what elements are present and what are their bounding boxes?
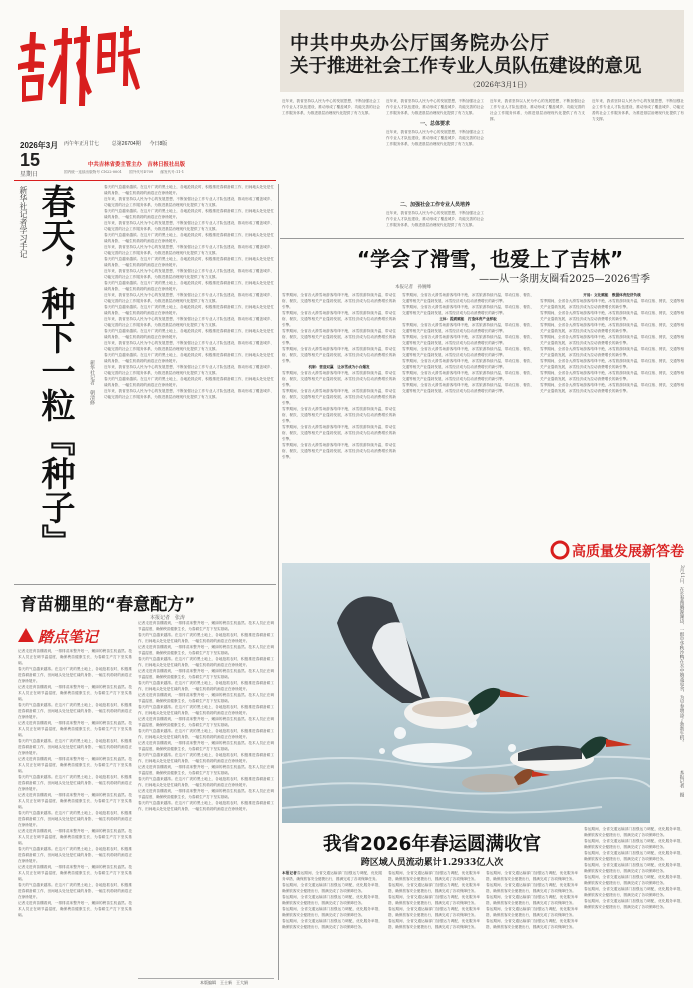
commentary-byline: 新华社记者 朝清修 [89, 360, 95, 405]
yuan-subheadline: 跨区域人员流动累计1.2933亿人次 [360, 858, 504, 868]
sponsor-line: 中共吉林省委主管主办 吉林日报社出版 [88, 162, 186, 168]
column-divider [278, 184, 279, 980]
yuan-col-3: 春运期间，全省交通运输部门加强运力调配，优化服务举措，确保旅客安全便捷出行，圆满完成了各项保障任务。 春运期间，全省交通运输部门加强运力调配，优化服务举措，确保旅客安全便捷出行，圆满完成了各项保障任务。 春运期间，全省交通运输部门加强运力调配，优化服务举措，确保旅客安全便捷出行，圆满完成了各项保障任务。 春运期间，全省交通运输部门加强运力调配，优化服务举措，确保旅客安全便捷出行，圆满完成了各项保障任务。 春运期间，全省交通运输部门加强运力调配，优化服务举措，确保旅客安全便捷出行，圆满完成了各项保障任务。 [486, 871, 578, 929]
lead-section1: 一、总体要求 [419, 121, 450, 127]
yuan-headline: 我省2026年春运圆满收官 [323, 834, 541, 855]
ski-sub2: 主体：提质赋能 打造体育产业样板 [439, 317, 497, 321]
commentary-bottom-rule [14, 584, 276, 585]
lead-headline-line1: 中共中央办公厅国务院办公厅 [290, 32, 551, 54]
masthead-rule [14, 180, 276, 181]
merganser-photo [282, 563, 650, 823]
commentary-series-label: 新华社记者学习手记 [19, 186, 28, 258]
lead-col-1: 近年来，我省坚持以人民为中心的发展思想，不断加强社会工作专业人才队伍建设，推动形成了覆盖城乡、功能完善的社会工作服务体系，为推进基层治理现代化提供了有力支撑。 [282, 99, 380, 115]
day-number: 15 [20, 150, 41, 170]
seedling-col-2: 记者走进育苗棚看到，一排排苗床整齐划一，嫩绿的秧苗生机盎然。技术人员正在调节温湿度，确保秧苗健康生长，为春耕生产打下坚实基础。 春天的气息越来越浓。在这片广袤的黑土地上，各地抢抓农时，积极推进春耕备耕工作，田间地头处处是忙碌的身影，一幅生机勃勃的画卷正在徐徐展开。 记者走进育苗棚看到，一排排苗床整齐划一，嫩绿的秧苗生机盎然。技术人员正在调节温湿度，确保秧苗健康生长，为春耕生产打下坚实基础。 春天的气息越来越浓。在这片广袤的黑土地上，各地抢抓农时，积极推进春耕备耕工作，田间地头处处是忙碌的身影，一幅生机勃勃的画卷正在徐徐展开。 记者走进育苗棚看到，一排排苗床整齐划一，嫩绿的秧苗生机盎然。技术人员正在调节温湿度，确保秧苗健康生长，为春耕生产打下坚实基础。 春天的气息越来越浓。在这片广袤的黑土地上，各地抢抓农时，积极推进春耕备耕工作，田间地头处处是忙碌的身影，一幅生机勃勃的画卷正在徐徐展开。 记者走进育苗棚看到，一排排苗床整齐划一，嫩绿的秧苗生机盎然。技术人员正在调节温湿度，确保秧苗健康生长，为春耕生产打下坚实基础。 春天的气息越来越浓。在这片广袤的黑土地上，各地抢抓农时，积极推进春耕备耕工作，田间地头处处是忙碌的身影，一幅生机勃勃的画卷正在徐徐展开。 记者走进育苗棚看到，一排排苗床整齐划一，嫩绿的秧苗生机盎然。技术人员正在调节温湿度，确保秧苗健康生长，为春耕生产打下坚实基础。 春天的气息越来越浓。在这片广袤的黑土地上，各地抢抓农时，积极推进春耕备耕工作，田间地头处处是忙碌的身影，一幅生机勃勃的画卷正在徐徐展开。 记者走进育苗棚看到，一排排苗床整齐划一，嫩绿的秧苗生机盎然。技术人员正在调节温湿度，确保秧苗健康生长，为春耕生产打下坚实基础。 春天的气息越来越浓。在这片广袤的黑土地上，各地抢抓农时，积极推进春耕备耕工作，田间地头处处是忙碌的身影，一幅生机勃勃的画卷正在徐徐展开。 记者走进育苗棚看到，一排排苗床整齐划一，嫩绿的秧苗生机盎然。技术人员正在调节温湿度，确保秧苗健康生长，为春耕生产打下坚实基础。 春天的气息越来越浓。在这片广袤的黑土地上，各地抢抓农时，积极推进春耕备耕工作，田间地头处处是忙碌的身影，一幅生机勃勃的画卷正在徐徐展开。 记者走进育苗棚看到，一排排苗床整齐划一，嫩绿的秧苗生机盎然。技术人员正在调节温湿度，确保秧苗健康生长，为春耕生产打下坚实基础。 春天的气息越来越浓。在这片广袤的黑土地上，各地抢抓农时，积极推进春耕备耕工作，田间地头处处是忙碌的身影，一幅生机勃勃的画卷正在徐徐展开。 [138, 621, 274, 811]
lead-col-3: 近年来，我省坚持以人民为中心的发展思想，不断加强社会工作专业人才队伍建设，推动形成了覆盖城乡、功能完善的社会工作服务体系，为推进基层治理现代化提供了有力支撑。 [490, 99, 585, 121]
notes-icon [16, 626, 36, 644]
commentary-body: 春天的气息越来越浓。在这片广袤的黑土地上，各地抢抓农时，积极推进春耕备耕工作，田间地头处处是忙碌的身影，一幅生机勃勃的画卷正在徐徐展开。 近年来，我省坚持以人民为中心的发展思想，不断加强社会工作专业人才队伍建设，推动形成了覆盖城乡、功能完善的社会工作服务体系，为推进基层治理现代化提供了有力支撑。 春天的气息越来越浓。在这片广袤的黑土地上，各地抢抓农时，积极推进春耕备耕工作，田间地头处处是忙碌的身影，一幅生机勃勃的画卷正在徐徐展开。 近年来，我省坚持以人民为中心的发展思想，不断加强社会工作专业人才队伍建设，推动形成了覆盖城乡、功能完善的社会工作服务体系，为推进基层治理现代化提供了有力支撑。 春天的气息越来越浓。在这片广袤的黑土地上，各地抢抓农时，积极推进春耕备耕工作，田间地头处处是忙碌的身影，一幅生机勃勃的画卷正在徐徐展开。 近年来，我省坚持以人民为中心的发展思想，不断加强社会工作专业人才队伍建设，推动形成了覆盖城乡、功能完善的社会工作服务体系，为推进基层治理现代化提供了有力支撑。 春天的气息越来越浓。在这片广袤的黑土地上，各地抢抓农时，积极推进春耕备耕工作，田间地头处处是忙碌的身影，一幅生机勃勃的画卷正在徐徐展开。 近年来，我省坚持以人民为中心的发展思想，不断加强社会工作专业人才队伍建设，推动形成了覆盖城乡、功能完善的社会工作服务体系，为推进基层治理现代化提供了有力支撑。 春天的气息越来越浓。在这片广袤的黑土地上，各地抢抓农时，积极推进春耕备耕工作，田间地头处处是忙碌的身影，一幅生机勃勃的画卷正在徐徐展开。 近年来，我省坚持以人民为中心的发展思想，不断加强社会工作专业人才队伍建设，推动形成了覆盖城乡、功能完善的社会工作服务体系，为推进基层治理现代化提供了有力支撑。 春天的气息越来越浓。在这片广袤的黑土地上，各地抢抓农时，积极推进春耕备耕工作，田间地头处处是忙碌的身影，一幅生机勃勃的画卷正在徐徐展开。 近年来，我省坚持以人民为中心的发展思想，不断加强社会工作专业人才队伍建设，推动形成了覆盖城乡、功能完善的社会工作服务体系，为推进基层治理现代化提供了有力支撑。 春天的气息越来越浓。在这片广袤的黑土地上，各地抢抓农时，积极推进春耕备耕工作，田间地头处处是忙碌的身影，一幅生机勃勃的画卷正在徐徐展开。 近年来，我省坚持以人民为中心的发展思想，不断加强社会工作专业人才队伍建设，推动形成了覆盖城乡、功能完善的社会工作服务体系，为推进基层治理现代化提供了有力支撑。 春天的气息越来越浓。在这片广袤的黑土地上，各地抢抓农时，积极推进春耕备耕工作，田间地头处处是忙碌的身影，一幅生机勃勃的画卷正在徐徐展开。 近年来，我省坚持以人民为中心的发展思想，不断加强社会工作专业人才队伍建设，推动形成了覆盖城乡、功能完善的社会工作服务体系，为推进基层治理现代化提供了有力支撑。 春天的气息越来越浓。在这片广袤的黑土地上，各地抢抓农时，积极推进春耕备耕工作，田间地头处处是忙碌的身影，一幅生机勃勃的画卷正在徐徐展开。 近年来，我省坚持以人民为中心的发展思想，不断加强社会工作专业人才队伍建设，推动形成了覆盖城乡、功能完善的社会工作服务体系，为推进基层治理现代化提供了有力支撑。 [104, 185, 274, 399]
quality-banner: 高质量发展新答卷 [550, 540, 684, 560]
lead-col-4: 近年来，我省坚持以人民为中心的发展思想，不断加强社会工作专业人才队伍建设，推动形成了覆盖城乡、功能完善的社会工作服务体系，为推进基层治理现代化提供了有力支撑。 [592, 99, 684, 121]
yuan-col-4: 春运期间，全省交通运输部门加强运力调配，优化服务举措，确保旅客安全便捷出行，圆满完成了各项保障任务。 春运期间，全省交通运输部门加强运力调配，优化服务举措，确保旅客安全便捷出行，圆满完成了各项保障任务。 春运期间，全省交通运输部门加强运力调配，优化服务举措，确保旅客安全便捷出行，圆满完成了各项保障任务。 春运期间，全省交通运输部门加强运力调配，优化服务举措，确保旅客安全便捷出行，圆满完成了各项保障任务。 春运期间，全省交通运输部门加强运力调配，优化服务举措，确保旅客安全便捷出行，圆满完成了各项保障任务。 春运期间，全省交通运输部门加强运力调配，优化服务举措，确保旅客安全便捷出行，圆满完成了各项保障任务。 春运期间，全省交通运输部门加强运力调配，优化服务举措，确保旅客安全便捷出行，圆满完成了各项保障任务。 [584, 827, 684, 909]
banner-swirl-icon [550, 540, 570, 560]
lead-col-2: 近年来，我省坚持以人民为中心的发展思想，不断加强社会工作专业人才队伍建设，推动形成了覆盖城乡、功能完善的社会工作服务体系，为推进基层治理现代化提供了有力支撑。 一、总体要求 近年来，我省坚持以人民为中心的发展思想，不断加强社会工作专业人才队伍建设，推动形成了覆盖城乡、功能完善的社会工作服务体系，为推进基层治理现代化提供了有力支撑。 二、加强社会工作专业人员培养 近年来，我省坚持以人民为中心的发展思想，不断加强社会工作专业人才队伍建设，推动形成了覆盖城乡、功能完善的社会工作服务体系，为推进基层治理现代化提供了有力支撑。 [386, 99, 484, 227]
notes-label: 踏点笔记 [16, 626, 116, 646]
issue-info [64, 140, 264, 147]
page-count: 今日8版 [149, 141, 168, 147]
lead-dateline: （2026年3月1日） [469, 81, 531, 89]
ski-col-1: 雪季期间，全省各大滑雪场游客络绎不绝，冰雪旅游持续升温，带动住宿、餐饮、交通等相关产业蓬勃发展，冰雪经济成为拉动消费增长的新引擎。 雪季期间，全省各大滑雪场游客络绎不绝，冰雪旅游持续升温，带动住宿、餐饮、交通等相关产业蓬勃发展，冰雪经济成为拉动消费增长的新引擎。 雪季期间，全省各大滑雪场游客络绎不绝，冰雪旅游持续升温，带动住宿、餐饮、交通等相关产业蓬勃发展，冰雪经济成为拉动消费增长的新引擎。 雪季期间，全省各大滑雪场游客络绎不绝，冰雪旅游持续升温，带动住宿、餐饮、交通等相关产业蓬勃发展，冰雪经济成为拉动消费增长的新引擎。 机制：营造双赢 让冰雪成为小白爆发 雪季期间，全省各大滑雪场游客络绎不绝，冰雪旅游持续升温，带动住宿、餐饮、交通等相关产业蓬勃发展，冰雪经济成为拉动消费增长的新引擎。 雪季期间，全省各大滑雪场游客络绎不绝，冰雪旅游持续升温，带动住宿、餐饮、交通等相关产业蓬勃发展，冰雪经济成为拉动消费增长的新引擎。 雪季期间，全省各大滑雪场游客络绎不绝，冰雪旅游持续升温，带动住宿、餐饮、交通等相关产业蓬勃发展，冰雪经济成为拉动消费增长的新引擎。 雪季期间，全省各大滑雪场游客络绎不绝，冰雪旅游持续升温，带动住宿、餐饮、交通等相关产业蓬勃发展，冰雪经济成为拉动消费增长的新引擎。 雪季期间，全省各大滑雪场游客络绎不绝，冰雪旅游持续升温，带动住宿、餐饮、交通等相关产业蓬勃发展，冰雪经济成为拉动消费增长的新引擎。 [282, 293, 396, 459]
seedling-byline: 本报记者 张涛 [150, 615, 186, 621]
issue-date-block [20, 140, 65, 178]
ski-byline: 本报记者 孙婉峰 [395, 285, 431, 290]
date-line: 2026年3月 [20, 141, 59, 150]
ski-sub1: 开局：文化赋能 数据体育经济负核 [583, 293, 641, 297]
yuan-col-2: 春运期间，全省交通运输部门加强运力调配，优化服务举措，确保旅客安全便捷出行，圆满完成了各项保障任务。 春运期间，全省交通运输部门加强运力调配，优化服务举措，确保旅客安全便捷出行，圆满完成了各项保障任务。 春运期间，全省交通运输部门加强运力调配，优化服务举措，确保旅客安全便捷出行，圆满完成了各项保障任务。 春运期间，全省交通运输部门加强运力调配，优化服务举措，确保旅客安全便捷出行，圆满完成了各项保障任务。 春运期间，全省交通运输部门加强运力调配，优化服务举措，确保旅客安全便捷出行，圆满完成了各项保障任务。 [388, 871, 480, 929]
publication-codes: 国内统一连续出版物号 CN22-0001 国外代号D709 邮发代号:11-1 [64, 170, 185, 174]
ski-col-2: 雪季期间，全省各大滑雪场游客络绎不绝，冰雪旅游持续升温，带动住宿、餐饮、交通等相关产业蓬勃发展，冰雪经济成为拉动消费增长的新引擎。 雪季期间，全省各大滑雪场游客络绎不绝，冰雪旅游持续升温，带动住宿、餐饮、交通等相关产业蓬勃发展，冰雪经济成为拉动消费增长的新引擎。 主体：提质赋能 打造体育产业样板 雪季期间，全省各大滑雪场游客络绎不绝，冰雪旅游持续升温，带动住宿、餐饮、交通等相关产业蓬勃发展，冰雪经济成为拉动消费增长的新引擎。 雪季期间，全省各大滑雪场游客络绎不绝，冰雪旅游持续升温，带动住宿、餐饮、交通等相关产业蓬勃发展，冰雪经济成为拉动消费增长的新引擎。 雪季期间，全省各大滑雪场游客络绎不绝，冰雪旅游持续升温，带动住宿、餐饮、交通等相关产业蓬勃发展，冰雪经济成为拉动消费增长的新引擎。 雪季期间，全省各大滑雪场游客络绎不绝，冰雪旅游持续升温，带动住宿、餐饮、交通等相关产业蓬勃发展，冰雪经济成为拉动消费增长的新引擎。 雪季期间，全省各大滑雪场游客络绎不绝，冰雪旅游持续升温，带动住宿、餐饮、交通等相关产业蓬勃发展，冰雪经济成为拉动消费增长的新引擎。 雪季期间，全省各大滑雪场游客络绎不绝，冰雪旅游持续升温，带动住宿、餐饮、交通等相关产业蓬勃发展，冰雪经济成为拉动消费增长的新引擎。 [402, 293, 534, 393]
commentary-title: 春天，种下一粒『种子』 [35, 184, 75, 558]
ski-sub3: 机制：营造双赢 让冰雪成为小白爆发 [308, 365, 370, 369]
yuan-col-1: 本报记者春运期间，全省交通运输部门加强运力调配，优化服务举措，确保旅客安全便捷出行，圆满完成了各项保障任务。 春运期间，全省交通运输部门加强运力调配，优化服务举措，确保旅客安全便捷出行，圆满完成了各项保障任务。 春运期间，全省交通运输部门加强运力调配，优化服务举措，确保旅客安全便捷出行，圆满完成了各项保障任务。 春运期间，全省交通运输部门加强运力调配，优化服务举措，确保旅客安全便捷出行，圆满完成了各项保障任务。 春运期间，全省交通运输部门加强运力调配，优化服务举措，确保旅客安全便捷出行，圆满完成了各项保障任务。 [282, 871, 382, 929]
lunar-date: 丙午年正月廿七 [64, 141, 100, 147]
seedling-headline: 育苗棚里的“春意配方” [20, 595, 196, 615]
issue-total: 总第26704期 [111, 141, 141, 147]
footer-editors: 本版编辑 王士新 王大娟 [200, 980, 248, 985]
lead-section2: 二、加强社会工作专业人员培养 [399, 202, 470, 208]
weekday: 星期日 [20, 171, 39, 178]
photo-credit: 本报记者 摄 [679, 770, 684, 797]
seedling-col-1: 记者走进育苗棚看到，一排排苗床整齐划一，嫩绿的秧苗生机盎然。技术人员正在调节温湿度，确保秧苗健康生长，为春耕生产打下坚实基础。 春天的气息越来越浓。在这片广袤的黑土地上，各地抢抓农时，积极推进春耕备耕工作，田间地头处处是忙碌的身影，一幅生机勃勃的画卷正在徐徐展开。 记者走进育苗棚看到，一排排苗床整齐划一，嫩绿的秧苗生机盎然。技术人员正在调节温湿度，确保秧苗健康生长，为春耕生产打下坚实基础。 春天的气息越来越浓。在这片广袤的黑土地上，各地抢抓农时，积极推进春耕备耕工作，田间地头处处是忙碌的身影，一幅生机勃勃的画卷正在徐徐展开。 记者走进育苗棚看到，一排排苗床整齐划一，嫩绿的秧苗生机盎然。技术人员正在调节温湿度，确保秧苗健康生长，为春耕生产打下坚实基础。 春天的气息越来越浓。在这片广袤的黑土地上，各地抢抓农时，积极推进春耕备耕工作，田间地头处处是忙碌的身影，一幅生机勃勃的画卷正在徐徐展开。 记者走进育苗棚看到，一排排苗床整齐划一，嫩绿的秧苗生机盎然。技术人员正在调节温湿度，确保秧苗健康生长，为春耕生产打下坚实基础。 春天的气息越来越浓。在这片广袤的黑土地上，各地抢抓农时，积极推进春耕备耕工作，田间地头处处是忙碌的身影，一幅生机勃勃的画卷正在徐徐展开。 记者走进育苗棚看到，一排排苗床整齐划一，嫩绿的秧苗生机盎然。技术人员正在调节温湿度，确保秧苗健康生长，为春耕生产打下坚实基础。 春天的气息越来越浓。在这片广袤的黑土地上，各地抢抓农时，积极推进春耕备耕工作，田间地头处处是忙碌的身影，一幅生机勃勃的画卷正在徐徐展开。 记者走进育苗棚看到，一排排苗床整齐划一，嫩绿的秧苗生机盎然。技术人员正在调节温湿度，确保秧苗健康生长，为春耕生产打下坚实基础。 春天的气息越来越浓。在这片广袤的黑土地上，各地抢抓农时，积极推进春耕备耕工作，田间地头处处是忙碌的身影，一幅生机勃勃的画卷正在徐徐展开。 记者走进育苗棚看到，一排排苗床整齐划一，嫩绿的秧苗生机盎然。技术人员正在调节温湿度，确保秧苗健康生长，为春耕生产打下坚实基础。 春天的气息越来越浓。在这片广袤的黑土地上，各地抢抓农时，积极推进春耕备耕工作，田间地头处处是忙碌的身影，一幅生机勃勃的画卷正在徐徐展开。 记者走进育苗棚看到，一排排苗床整齐划一，嫩绿的秧苗生机盎然。技术人员正在调节温湿度，确保秧苗健康生长，为春耕生产打下坚实基础。 [18, 649, 132, 917]
photo-caption: 3月11日，在长春图腾源湖边，一群中华秋沙鸭在水中嬉戏觅食，为早春增添了勃勃生机。 [679, 565, 684, 745]
lead-headline-line2: 关于推进社会工作专业人员队伍建设的意见 [290, 56, 642, 77]
newspaper-logo [14, 24, 146, 120]
lead-bottom-rule [280, 238, 684, 239]
photo-illustration [282, 563, 650, 823]
ski-headline: “学会了滑雪，也爱上了吉林” [356, 247, 624, 271]
ski-subheadline: ——从一条朋友圈看2025—2026雪季 [479, 274, 650, 285]
ski-col-3: 开局：文化赋能 数据体育经济负核 雪季期间，全省各大滑雪场游客络绎不绝，冰雪旅游持续升温，带动住宿、餐饮、交通等相关产业蓬勃发展，冰雪经济成为拉动消费增长的新引擎。 雪季期间，全省各大滑雪场游客络绎不绝，冰雪旅游持续升温，带动住宿、餐饮、交通等相关产业蓬勃发展，冰雪经济成为拉动消费增长的新引擎。 雪季期间，全省各大滑雪场游客络绎不绝，冰雪旅游持续升温，带动住宿、餐饮、交通等相关产业蓬勃发展，冰雪经济成为拉动消费增长的新引擎。 雪季期间，全省各大滑雪场游客络绎不绝，冰雪旅游持续升温，带动住宿、餐饮、交通等相关产业蓬勃发展，冰雪经济成为拉动消费增长的新引擎。 雪季期间，全省各大滑雪场游客络绎不绝，冰雪旅游持续升温，带动住宿、餐饮、交通等相关产业蓬勃发展，冰雪经济成为拉动消费增长的新引擎。 雪季期间，全省各大滑雪场游客络绎不绝，冰雪旅游持续升温，带动住宿、餐饮、交通等相关产业蓬勃发展，冰雪经济成为拉动消费增长的新引擎。 雪季期间，全省各大滑雪场游客络绎不绝，冰雪旅游持续升温，带动住宿、餐饮、交通等相关产业蓬勃发展，冰雪经济成为拉动消费增长的新引擎。 雪季期间，全省各大滑雪场游客络绎不绝，冰雪旅游持续升温，带动住宿、餐饮、交通等相关产业蓬勃发展，冰雪经济成为拉动消费增长的新引擎。 [540, 293, 684, 393]
